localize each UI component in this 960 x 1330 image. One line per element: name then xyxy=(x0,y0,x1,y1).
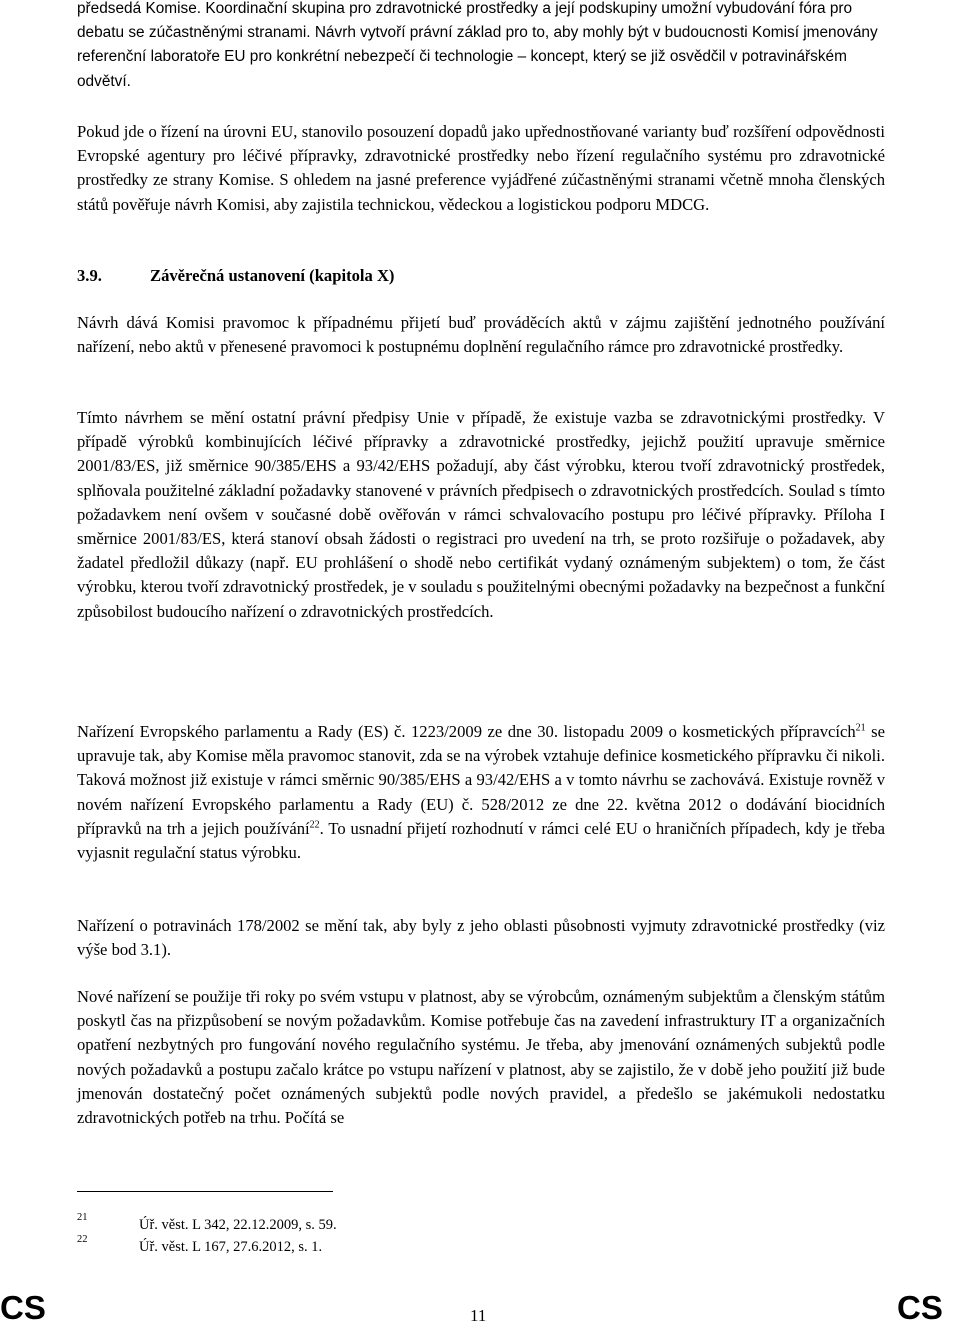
section-number: 3.9. xyxy=(77,266,102,285)
paragraph-eu-governance: Pokud jde o řízení na úrovni EU, stanovilo posouzení dopadů jako upřednostňované varianty buď rozšíření odpovědnosti Evropské agentury pro léčivé přípravky, zdravotnické prostředky nebo řízení regulačního systému pro zdravotnické prostředky ze strany Komise. S ohledem na jasné preference vyjádřené zúčastněnými stranami včetně mnoha členských států pověřuje návrh Komisi, aby zajistila technickou, vědeckou a logistickou podporu MDCG. xyxy=(77,122,885,214)
footnote-number: 22 xyxy=(77,1234,88,1245)
footnote-separator xyxy=(77,1191,333,1192)
page-number: 11 xyxy=(470,1306,487,1325)
footer-language-left: CS xyxy=(0,1289,46,1326)
footnote-text: Úř. věst. L 342, 22.12.2009, s. 59. xyxy=(139,1217,337,1233)
paragraph-cosmetics-part1: Nařízení Evropského parlamentu a Rady (ES) č. 1223/2009 ze dne 30. listopadu 2009 o kosmetických přípravcích xyxy=(77,722,856,741)
paragraph-implementing-acts: Návrh dává Komisi pravomoc k případnému přijetí buď prováděcích aktů v zájmu zajištění jednotného používání nařízení, nebo aktů v přenesené pravomoci k postupnému doplnění regulačního rámce pro zdravotnické prostředky. xyxy=(77,313,885,357)
footnote-number: 21 xyxy=(77,1212,88,1223)
footnote-ref-22[interactable]: 22 xyxy=(309,819,320,831)
footer-language-right: CS xyxy=(897,1289,943,1326)
section-title: Závěrečná ustanovení (kapitola X) xyxy=(150,266,395,285)
paragraph-cosmetics-part2: se upravuje tak, aby Komise měla pravomoc stanovit, zda se na výrobek vztahuje definice kosmetického přípravku či nikoli. Taková možnost již existuje v rámci směrnic 90/385/EHS a 93/42/EHS a v tomto návrhu se zachovává. Existuje rovněž v novém nařízení Evropského parlamentu a Rady (EU) č. 528/2012 ze dne 22. května 2012 o dodávání biocidních přípravků na trh a jejich používání xyxy=(77,722,885,838)
paragraph-cosmetics xyxy=(77,720,885,865)
section-heading xyxy=(77,264,394,288)
paragraph-transition: Nové nařízení se použije tři roky po svém vstupu v platnost, aby se výrobcům, oznámeným subjektům a členským státům poskytl čas na přizpůsobení se novým požadavkům. Komise potřebuje čas na zavedení infrastruktury IT a organizačních opatření nezbytných pro fungování nového regulačního systému. Je třeba, aby jmenování oznámených subjektů podle nových požadavků a postupu začalo krátce po vstupu nařízení v platnost, aby se zajistilo, že v době jeho použití již bude jmenován dostatečný počet oznámených subjektů podle nových pravidel, a předešlo se jakémukoli nedostatku zdravotnických potřeb na trhu. Počítá se xyxy=(77,987,885,1128)
paragraph-food-regulation: Nařízení o potravinách 178/2002 se mění tak, aby byly z jeho oblasti působnosti vyjmuty zdravotnické prostředky (viz výše bod 3.1). xyxy=(77,916,885,960)
footnote-text: Úř. věst. L 167, 27.6.2012, s. 1. xyxy=(139,1239,323,1255)
paragraph-cosmetics-part3: . To usnadní přijetí rozhodnutí v rámci celé EU o hraničních případech, kdy je třeba vyjasnit regulační status výrobku. xyxy=(77,818,885,863)
footnote-ref-21[interactable]: 21 xyxy=(855,722,866,734)
paragraph-amendments: Tímto návrhem se mění ostatní právní předpisy Unie v případě, že existuje vazba se zdravotnickými prostředky. V případě výrobků kombinujících léčivé přípravky a zdravotnické prostředky, jejichž použití upravuje směrnice 2001/83/ES, již směrnice 90/385/EHS a 93/42/EHS požadují, aby část výrobku, kterou tvoří zdravotnický prostředek, splňovala použitelné základní požadavky stanovené v právních předpisech o zdravotnických prostředcích. Soulad s tímto požadavkem není ovšem v současné době ověřován v rámci schvalovacího postupu pro léčivé přípravky. Příloha I směrnice 2001/83/ES, která stanoví obsah žádosti o registraci pro uvedení na trh, se proto rozšiřuje o požadavek, aby žadatel předložil důkazy (např. EU prohlášení o shodě nebo certifikát vydaný oznámeným subjektem) o tom, že část výrobku, kterou tvoří zdravotnický prostředek, je v souladu s použitelnými obecnými požadavky na bezpečnost a funkční způsobilost budoucího nařízení o zdravotnických prostředcích. xyxy=(77,408,885,621)
paragraph-coordination: předsedá Komise. Koordinační skupina pro zdravotnické prostředky a její podskupiny umožní vybudování fóra pro debatu se zúčastněnými stranami. Návrh vytvoří právní základ pro to, aby mohly být v budoucnosti Komisí jmenovány referenční laboratoře EU pro konkrétní nebezpečí či technologie – koncept, který se již osvědčil v potravinářském odvětví. xyxy=(77,0,878,90)
